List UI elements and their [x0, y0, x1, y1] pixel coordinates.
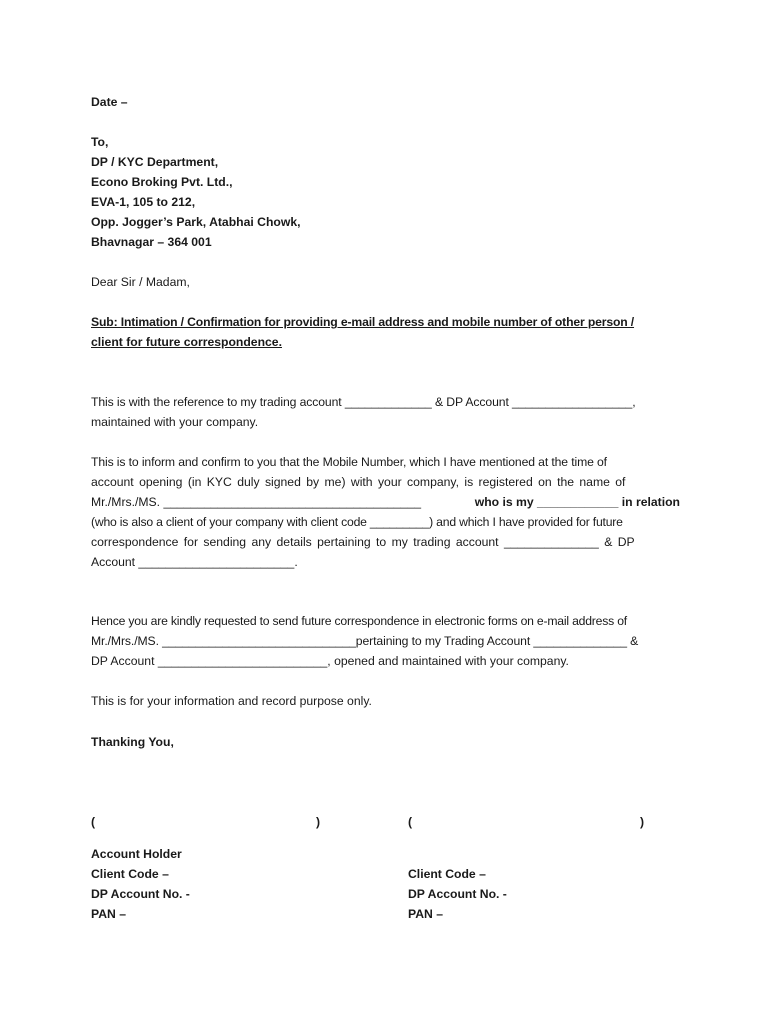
address-line-5: Bhavnagar – 364 001: [91, 235, 212, 249]
address-line-2: Econo Broking Pvt. Ltd.,: [91, 175, 233, 189]
right-client-code: Client Code –: [408, 867, 486, 881]
salutation: Dear Sir / Madam,: [91, 275, 190, 289]
left-pan: PAN –: [91, 907, 126, 921]
para3-line-3: DP Account _________________________, opened and maintained with your company.: [91, 654, 569, 668]
para2-line-3: [91, 495, 680, 509]
left-signature-close-paren: ): [316, 815, 321, 829]
para2-line-4: (who is also a client of your company with client code _________) and which I have provided for future: [91, 515, 623, 529]
right-signature-open-paren: (: [408, 815, 413, 829]
para1-line-1: This is with the reference to my trading account _____________ & DP Account __________________,: [91, 395, 636, 409]
address-line-1: DP / KYC Department,: [91, 155, 219, 169]
date-line: Date –: [91, 95, 128, 109]
para2-line-3-name: Mr./Mrs./MS. ______________________________________: [91, 495, 422, 509]
right-pan: PAN –: [408, 907, 443, 921]
left-dp-account: DP Account No. -: [91, 887, 190, 901]
para1-line-2: maintained with your company.: [91, 415, 259, 429]
para3-line-1: Hence you are kindly requested to send future correspondence in electronic forms on e-mail address of: [91, 614, 627, 628]
para2-line-2: account opening (in KYC duly signed by me) with your company, is registered on the name of: [91, 475, 626, 489]
para2-line-5: correspondence for sending any details pertaining to my trading account ______________ & DP: [91, 535, 635, 549]
para2-line-3-relation: who is my ____________ in relation: [474, 495, 680, 509]
para2-line-1: This is to inform and confirm to you that the Mobile Number, which I have mentioned at the time of: [91, 455, 607, 469]
address-line-4: Opp. Jogger’s Park, Atabhai Chowk,: [91, 215, 301, 229]
left-signature-open-paren: (: [91, 815, 96, 829]
right-signature-close-paren: ): [640, 815, 645, 829]
left-account-holder: Account Holder: [91, 847, 182, 861]
closing: Thanking You,: [91, 735, 174, 749]
address-to: To,: [91, 135, 109, 149]
para2-line-6: Account _______________________.: [91, 555, 298, 569]
para4: This is for your information and record purpose only.: [91, 694, 372, 708]
subject-line-1: Sub: Intimation / Confirmation for providing e-mail address and mobile number of other person /: [91, 315, 635, 329]
right-dp-account: DP Account No. -: [408, 887, 507, 901]
subject-line-2: client for future correspondence.: [91, 335, 282, 349]
address-line-3: EVA-1, 105 to 212,: [91, 195, 196, 209]
left-client-code: Client Code –: [91, 867, 169, 881]
para3-line-2: Mr./Mrs./MS. _____________________________pertaining to my Trading Account ______________ &: [91, 634, 639, 648]
